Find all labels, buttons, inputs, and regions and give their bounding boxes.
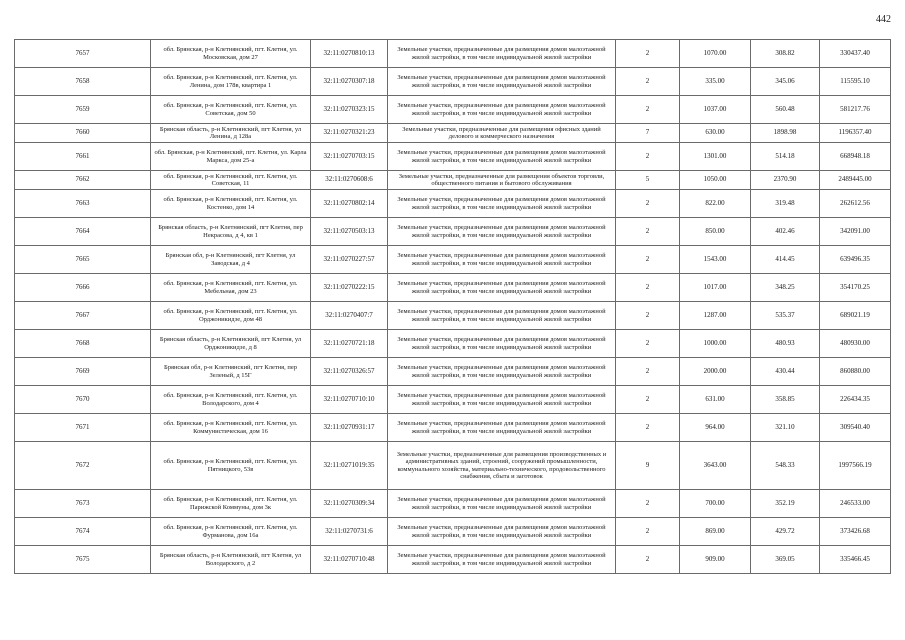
cell-use-group: 2 — [616, 330, 680, 358]
cell-permitted-use: Земельные участки, предназначенные для размещения домов малоэтажной жилой застройки, в том числе индивидуальной жилой застройки — [388, 490, 616, 518]
cell-cadastral-number: 32:11:0270731:6 — [311, 518, 388, 546]
cell-address: обл. Брянская, р-н Клетнянский, пгт. Клетня, ул. Фурманова, дом 16а — [151, 518, 311, 546]
cell-permitted-use: Земельные участки, предназначенные для размещения объектов торговли, общественного питания и бытового обслуживания — [388, 171, 616, 190]
cell-address: обл. Брянская, р-н Клетнянский, пгт. Клетня, ул. Парижской Коммуны, дом 3к — [151, 490, 311, 518]
cell-specific-value: 535.37 — [751, 302, 820, 330]
cell-use-group: 2 — [616, 274, 680, 302]
cell-record-number: 7673 — [15, 490, 151, 518]
cell-record-number: 7670 — [15, 386, 151, 414]
cell-use-group: 2 — [616, 414, 680, 442]
cell-address: Брянская обл, р-н Клетнянский, пгт Клетня, ул Заводская, д 4 — [151, 246, 311, 274]
cell-cadastral-number: 32:11:0270703:15 — [311, 143, 388, 171]
cell-cadastral-number: 32:11:0270309:34 — [311, 490, 388, 518]
cell-cadastral-value: 330437.40 — [820, 40, 891, 68]
cell-cadastral-value: 246533.00 — [820, 490, 891, 518]
cell-record-number: 7675 — [15, 546, 151, 574]
cell-area: 1017.00 — [680, 274, 751, 302]
cell-use-group: 9 — [616, 442, 680, 490]
cell-permitted-use: Земельные участки, предназначенные для размещения производственных и административных зданий, строений, сооружений промышленности, коммунального хозяйства, материально-технического, продовольственного снабжения, сбыта и заготовок — [388, 442, 616, 490]
cell-cadastral-value: 342091.00 — [820, 218, 891, 246]
cell-area: 822.00 — [680, 190, 751, 218]
cell-use-group: 2 — [616, 246, 680, 274]
table-row — [15, 414, 891, 442]
cell-cadastral-value: 1196357.40 — [820, 124, 891, 143]
table-row — [15, 124, 891, 143]
cell-area: 3643.00 — [680, 442, 751, 490]
cell-specific-value: 1898.98 — [751, 124, 820, 143]
cell-area: 964.00 — [680, 414, 751, 442]
cell-specific-value: 402.46 — [751, 218, 820, 246]
cell-cadastral-number: 32:11:0270326:57 — [311, 358, 388, 386]
cell-specific-value: 352.19 — [751, 490, 820, 518]
cell-area: 1037.00 — [680, 96, 751, 124]
cell-cadastral-value: 668948.18 — [820, 143, 891, 171]
cell-use-group: 2 — [616, 518, 680, 546]
cell-cadastral-value: 639496.35 — [820, 246, 891, 274]
cell-record-number: 7664 — [15, 218, 151, 246]
cell-cadastral-value: 860880.00 — [820, 358, 891, 386]
cell-address: обл. Брянская, р-н Клетнянский, пгт. Клетня, ул. Мебельная, дом 23 — [151, 274, 311, 302]
cell-address: обл. Брянская, р-н Клетнянский, пгт. Клетня, ул. Коммунистическая, дом 16 — [151, 414, 311, 442]
cell-permitted-use: Земельные участки, предназначенные для размещения домов малоэтажной жилой застройки, в том числе индивидуальной жилой застройки — [388, 386, 616, 414]
cell-use-group: 2 — [616, 218, 680, 246]
cell-specific-value: 480.93 — [751, 330, 820, 358]
cell-specific-value: 308.82 — [751, 40, 820, 68]
cell-permitted-use: Земельные участки, предназначенные для размещения домов малоэтажной жилой застройки, в том числе индивидуальной жилой застройки — [388, 330, 616, 358]
cell-record-number: 7658 — [15, 68, 151, 96]
cell-address: обл. Брянская, р-н Клетнянский, пгт. Клетня, ул. Костенко, дом 14 — [151, 190, 311, 218]
cell-area: 850.00 — [680, 218, 751, 246]
cell-cadastral-value: 373426.68 — [820, 518, 891, 546]
cell-address: обл. Брянская, р-н Клетнянский, пгт. Клетня, ул. Советская, 11 — [151, 171, 311, 190]
cell-use-group: 2 — [616, 386, 680, 414]
cell-specific-value: 414.45 — [751, 246, 820, 274]
cell-cadastral-value: 480930.00 — [820, 330, 891, 358]
cell-address: Брянская область, р-н Клетнянский, пгт Клетня, ул Володарского, д 2 — [151, 546, 311, 574]
cell-cadastral-value: 226434.35 — [820, 386, 891, 414]
cell-address: обл. Брянская, р-н Клетнянский, пгт. Клетня, ул. Советская, дом 50 — [151, 96, 311, 124]
cell-specific-value: 514.18 — [751, 143, 820, 171]
table-row — [15, 143, 891, 171]
cell-use-group: 2 — [616, 190, 680, 218]
cell-permitted-use: Земельные участки, предназначенные для размещения домов малоэтажной жилой застройки, в том числе индивидуальной жилой застройки — [388, 302, 616, 330]
table-body — [15, 40, 891, 574]
cell-permitted-use: Земельные участки, предназначенные для размещения домов малоэтажной жилой застройки, в том числе индивидуальной жилой застройки — [388, 143, 616, 171]
cell-cadastral-value: 1997566.19 — [820, 442, 891, 490]
cell-permitted-use: Земельные участки, предназначенные для размещения домов малоэтажной жилой застройки, в том числе индивидуальной жилой застройки — [388, 190, 616, 218]
cell-permitted-use: Земельные участки, предназначенные для размещения домов малоэтажной жилой застройки, в том числе индивидуальной жилой застройки — [388, 68, 616, 96]
cell-cadastral-number: 32:11:0270721:18 — [311, 330, 388, 358]
cell-cadastral-number: 32:11:0270503:13 — [311, 218, 388, 246]
cell-address: обл. Брянская, р-н Клетнянский, пгт. Клетня, ул. Московская, дом 27 — [151, 40, 311, 68]
cell-use-group: 2 — [616, 490, 680, 518]
cell-cadastral-value: 581217.76 — [820, 96, 891, 124]
cell-area: 700.00 — [680, 490, 751, 518]
cell-specific-value: 358.85 — [751, 386, 820, 414]
table-row — [15, 68, 891, 96]
cell-cadastral-value: 2489445.00 — [820, 171, 891, 190]
cell-cadastral-number: 32:11:0270931:17 — [311, 414, 388, 442]
cell-use-group: 2 — [616, 546, 680, 574]
cell-specific-value: 369.05 — [751, 546, 820, 574]
cell-record-number: 7671 — [15, 414, 151, 442]
cell-record-number: 7668 — [15, 330, 151, 358]
cell-record-number: 7669 — [15, 358, 151, 386]
cell-record-number: 7665 — [15, 246, 151, 274]
cell-record-number: 7662 — [15, 171, 151, 190]
cell-specific-value: 430.44 — [751, 358, 820, 386]
cell-record-number: 7667 — [15, 302, 151, 330]
cell-area: 1000.00 — [680, 330, 751, 358]
cell-permitted-use: Земельные участки, предназначенные для размещения домов малоэтажной жилой застройки, в том числе индивидуальной жилой застройки — [388, 96, 616, 124]
cell-area: 869.00 — [680, 518, 751, 546]
cell-cadastral-number: 32:11:0270323:15 — [311, 96, 388, 124]
cell-area: 1050.00 — [680, 171, 751, 190]
cell-use-group: 5 — [616, 171, 680, 190]
cell-permitted-use: Земельные участки, предназначенные для размещения домов малоэтажной жилой застройки, в том числе индивидуальной жилой застройки — [388, 218, 616, 246]
cell-record-number: 7660 — [15, 124, 151, 143]
cell-use-group: 2 — [616, 143, 680, 171]
table-row — [15, 442, 891, 490]
cell-address: обл. Брянская, р-н Клетнянский, пгт. Клетня, ул. Пятницкого, 53в — [151, 442, 311, 490]
cell-cadastral-value: 115595.10 — [820, 68, 891, 96]
cell-use-group: 2 — [616, 40, 680, 68]
cell-area: 631.00 — [680, 386, 751, 414]
cell-cadastral-value: 262612.56 — [820, 190, 891, 218]
cell-cadastral-number: 32:11:0270608:6 — [311, 171, 388, 190]
table-row — [15, 358, 891, 386]
cell-record-number: 7663 — [15, 190, 151, 218]
land-cadastral-table — [14, 39, 891, 574]
table-row — [15, 302, 891, 330]
cell-permitted-use: Земельные участки, предназначенные для размещения домов малоэтажной жилой застройки, в том числе индивидуальной жилой застройки — [388, 274, 616, 302]
cell-address: Брянская область, р-н Клетнянский, пгт Клетня, ул Орджоникидзе, д 8 — [151, 330, 311, 358]
cell-specific-value: 548.33 — [751, 442, 820, 490]
cell-use-group: 2 — [616, 96, 680, 124]
cell-use-group: 2 — [616, 68, 680, 96]
cell-permitted-use: Земельные участки, предназначенные для размещения домов малоэтажной жилой застройки, в том числе индивидуальной жилой застройки — [388, 546, 616, 574]
cell-cadastral-value: 309540.40 — [820, 414, 891, 442]
cell-area: 1070.00 — [680, 40, 751, 68]
cell-area: 2000.00 — [680, 358, 751, 386]
cell-permitted-use: Земельные участки, предназначенные для размещения домов малоэтажной жилой застройки, в том числе индивидуальной жилой застройки — [388, 40, 616, 68]
cell-record-number: 7657 — [15, 40, 151, 68]
table-row — [15, 518, 891, 546]
cell-cadastral-number: 32:11:0270710:48 — [311, 546, 388, 574]
table-row — [15, 546, 891, 574]
cell-cadastral-number: 32:11:0270307:18 — [311, 68, 388, 96]
cell-record-number: 7666 — [15, 274, 151, 302]
cell-address: обл. Брянская, р-н Клетнянский, пгт. Клетня, ул. Орджоникидзе, дом 48 — [151, 302, 311, 330]
cell-specific-value: 321.10 — [751, 414, 820, 442]
cell-cadastral-number: 32:11:0270802:14 — [311, 190, 388, 218]
cell-record-number: 7672 — [15, 442, 151, 490]
cell-area: 909.00 — [680, 546, 751, 574]
cell-use-group: 2 — [616, 358, 680, 386]
cell-cadastral-number: 32:11:0270710:10 — [311, 386, 388, 414]
cell-permitted-use: Земельные участки, предназначенные для размещения домов малоэтажной жилой застройки, в том числе индивидуальной жилой застройки — [388, 414, 616, 442]
table-row — [15, 218, 891, 246]
cell-area: 335.00 — [680, 68, 751, 96]
cell-specific-value: 2370.90 — [751, 171, 820, 190]
cell-address: обл. Брянская, р-н Клетнянский, пгт. Клетня, ул. Ленина, дом 178в, квартира 1 — [151, 68, 311, 96]
cell-permitted-use: Земельные участки, предназначенные для размещения домов малоэтажной жилой застройки, в том числе индивидуальной жилой застройки — [388, 358, 616, 386]
cell-record-number: 7659 — [15, 96, 151, 124]
cell-cadastral-value: 689021.19 — [820, 302, 891, 330]
cell-cadastral-number: 32:11:0270407:7 — [311, 302, 388, 330]
cell-specific-value: 560.48 — [751, 96, 820, 124]
cell-specific-value: 429.72 — [751, 518, 820, 546]
page-number: 442 — [876, 14, 891, 25]
cell-record-number: 7661 — [15, 143, 151, 171]
cell-area: 1543.00 — [680, 246, 751, 274]
table-row — [15, 246, 891, 274]
table-row — [15, 171, 891, 190]
cell-area: 630.00 — [680, 124, 751, 143]
cell-address: Брянская область, р-н Клетнянский, пгт Клетня, пер Некрасова, д 4, кв 1 — [151, 218, 311, 246]
cell-specific-value: 345.06 — [751, 68, 820, 96]
cell-cadastral-number: 32:11:0271019:35 — [311, 442, 388, 490]
table-row — [15, 490, 891, 518]
table-row — [15, 96, 891, 124]
cell-permitted-use: Земельные участки, предназначенные для размещения домов малоэтажной жилой застройки, в том числе индивидуальной жилой застройки — [388, 518, 616, 546]
cell-cadastral-number: 32:11:0270321:23 — [311, 124, 388, 143]
cell-use-group: 2 — [616, 302, 680, 330]
cell-area: 1287.00 — [680, 302, 751, 330]
cell-area: 1301.00 — [680, 143, 751, 171]
cell-address: Брянская область, р-н Клетнянский, пгт Клетня, ул Ленина, д 128а — [151, 124, 311, 143]
cell-address: обл. Брянская, р-н Клетнянский, пгт. Клетня, ул. Володарского, дом 4 — [151, 386, 311, 414]
cell-record-number: 7674 — [15, 518, 151, 546]
table-row — [15, 190, 891, 218]
cell-cadastral-number: 32:11:0270222:15 — [311, 274, 388, 302]
cell-specific-value: 319.48 — [751, 190, 820, 218]
table-row — [15, 330, 891, 358]
table-row — [15, 274, 891, 302]
table-row — [15, 40, 891, 68]
cell-cadastral-value: 354170.25 — [820, 274, 891, 302]
cell-permitted-use: Земельные участки, предназначенные для размещения офисных зданий делового и коммерческого назначения — [388, 124, 616, 143]
cell-permitted-use: Земельные участки, предназначенные для размещения домов малоэтажной жилой застройки, в том числе индивидуальной жилой застройки — [388, 246, 616, 274]
cell-address: обл. Брянская, р-н Клетнянский, пгт. Клетня, ул. Карла Маркса, дом 25-а — [151, 143, 311, 171]
cell-cadastral-number: 32:11:0270810:13 — [311, 40, 388, 68]
cell-cadastral-number: 32:11:0270227:57 — [311, 246, 388, 274]
table-row — [15, 386, 891, 414]
cell-specific-value: 348.25 — [751, 274, 820, 302]
cell-use-group: 7 — [616, 124, 680, 143]
cell-cadastral-value: 335466.45 — [820, 546, 891, 574]
cell-address: Брянская обл, р-н Клетнянский, пгт Клетня, пер Зеленый, д 15Г — [151, 358, 311, 386]
